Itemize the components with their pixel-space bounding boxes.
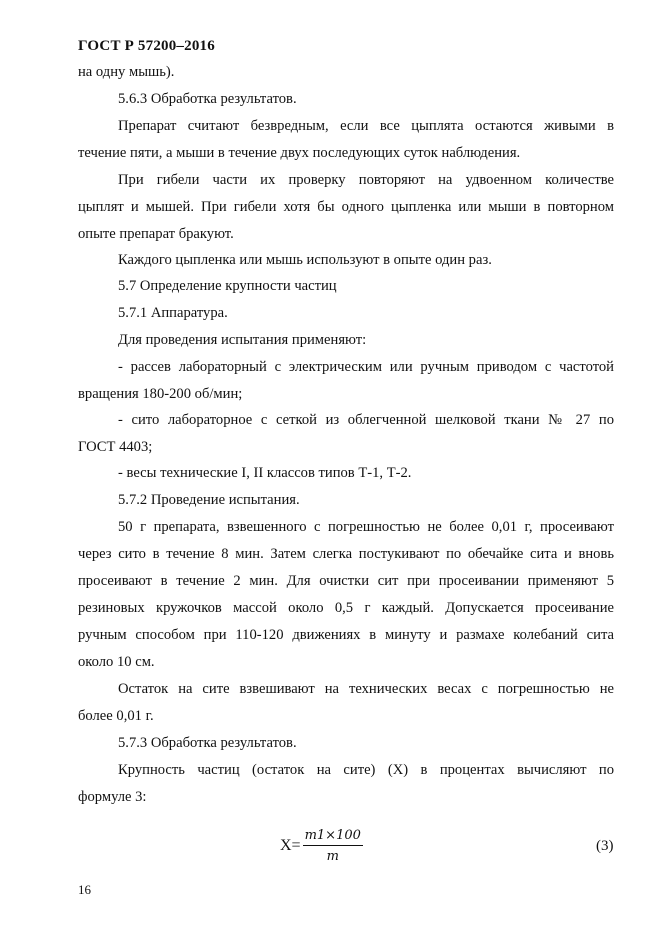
text-line: формуле 3:	[78, 789, 147, 805]
text-line: около 10 см.	[78, 654, 155, 670]
text-line: Препарат считают безвредным, если все цыплята остаются живыми в	[118, 118, 614, 134]
text-line: более 0,01 г.	[78, 708, 154, 724]
text-line: При гибели части их проверку повторяют на удвоенном количестве	[118, 172, 614, 188]
equation-number: (3)	[596, 838, 614, 854]
formula-lhs: X=	[280, 837, 301, 854]
text-line: резиновых кружочков массой около 0,5 г каждый. Допускается просеивание	[78, 600, 614, 616]
text-line: на одну мышь).	[78, 64, 175, 80]
formula-numerator: m1×100	[304, 828, 361, 843]
formula	[280, 824, 363, 868]
text-line: Каждого цыпленка или мышь используют в опыте один раз.	[118, 252, 492, 268]
formula-denominator: m	[326, 849, 339, 864]
page-number: 16	[78, 882, 91, 897]
text-line: течение пяти, а мыши в течение двух последующих суток наблюдения.	[78, 145, 521, 161]
text-line: цыплят и мышей. При гибели хотя бы одного цыпленка или мыши в повторном	[78, 199, 614, 215]
text-line: 50 г препарата, взвешенного с погрешностью не более 0,01 г, просеивают	[118, 519, 614, 535]
text-line: вращения 180-200 об/мин;	[78, 386, 243, 402]
text-line: просеивают в течение 2 мин. Для очистки сит при просеивании применяют 5	[78, 573, 614, 589]
list-item: - весы технические I, II классов типов Т-1, Т-2.	[118, 465, 412, 481]
section-heading: 5.7.2 Проведение испытания.	[118, 492, 300, 508]
text-line: Крупность частиц (остаток на сите) (X) в процентах вычисляют по	[118, 762, 614, 778]
list-item: - сито лабораторное с сеткой из облегченной шелковой ткани № 27 по	[118, 412, 614, 428]
text-line: Остаток на сите взвешивают на технических весах с погрешностью не	[118, 681, 614, 697]
text-line: Для проведения испытания применяют:	[118, 332, 367, 348]
section-heading: 5.7 Определение крупности частиц	[118, 278, 337, 294]
text-line: через сито в течение 8 мин. Затем слегка постукивают по обечайке сита и вновь	[78, 546, 614, 562]
section-heading: 5.6.3 Обработка результатов.	[118, 91, 297, 107]
text-line: ГОСТ 4403;	[78, 439, 153, 455]
section-heading: 5.7.3 Обработка результатов.	[118, 735, 297, 751]
section-heading: 5.7.1 Аппаратура.	[118, 305, 228, 321]
text-line: опыте препарат бракуют.	[78, 226, 234, 242]
list-item: - рассев лабораторный с электрическим или ручным приводом с частотой	[118, 359, 614, 375]
formula-fraction	[303, 828, 363, 864]
document-header: ГОСТ Р 57200–2016	[78, 38, 215, 54]
text-line: ручным способом при 110-120 движениях в минуту и размахе колебаний сита	[78, 627, 614, 643]
